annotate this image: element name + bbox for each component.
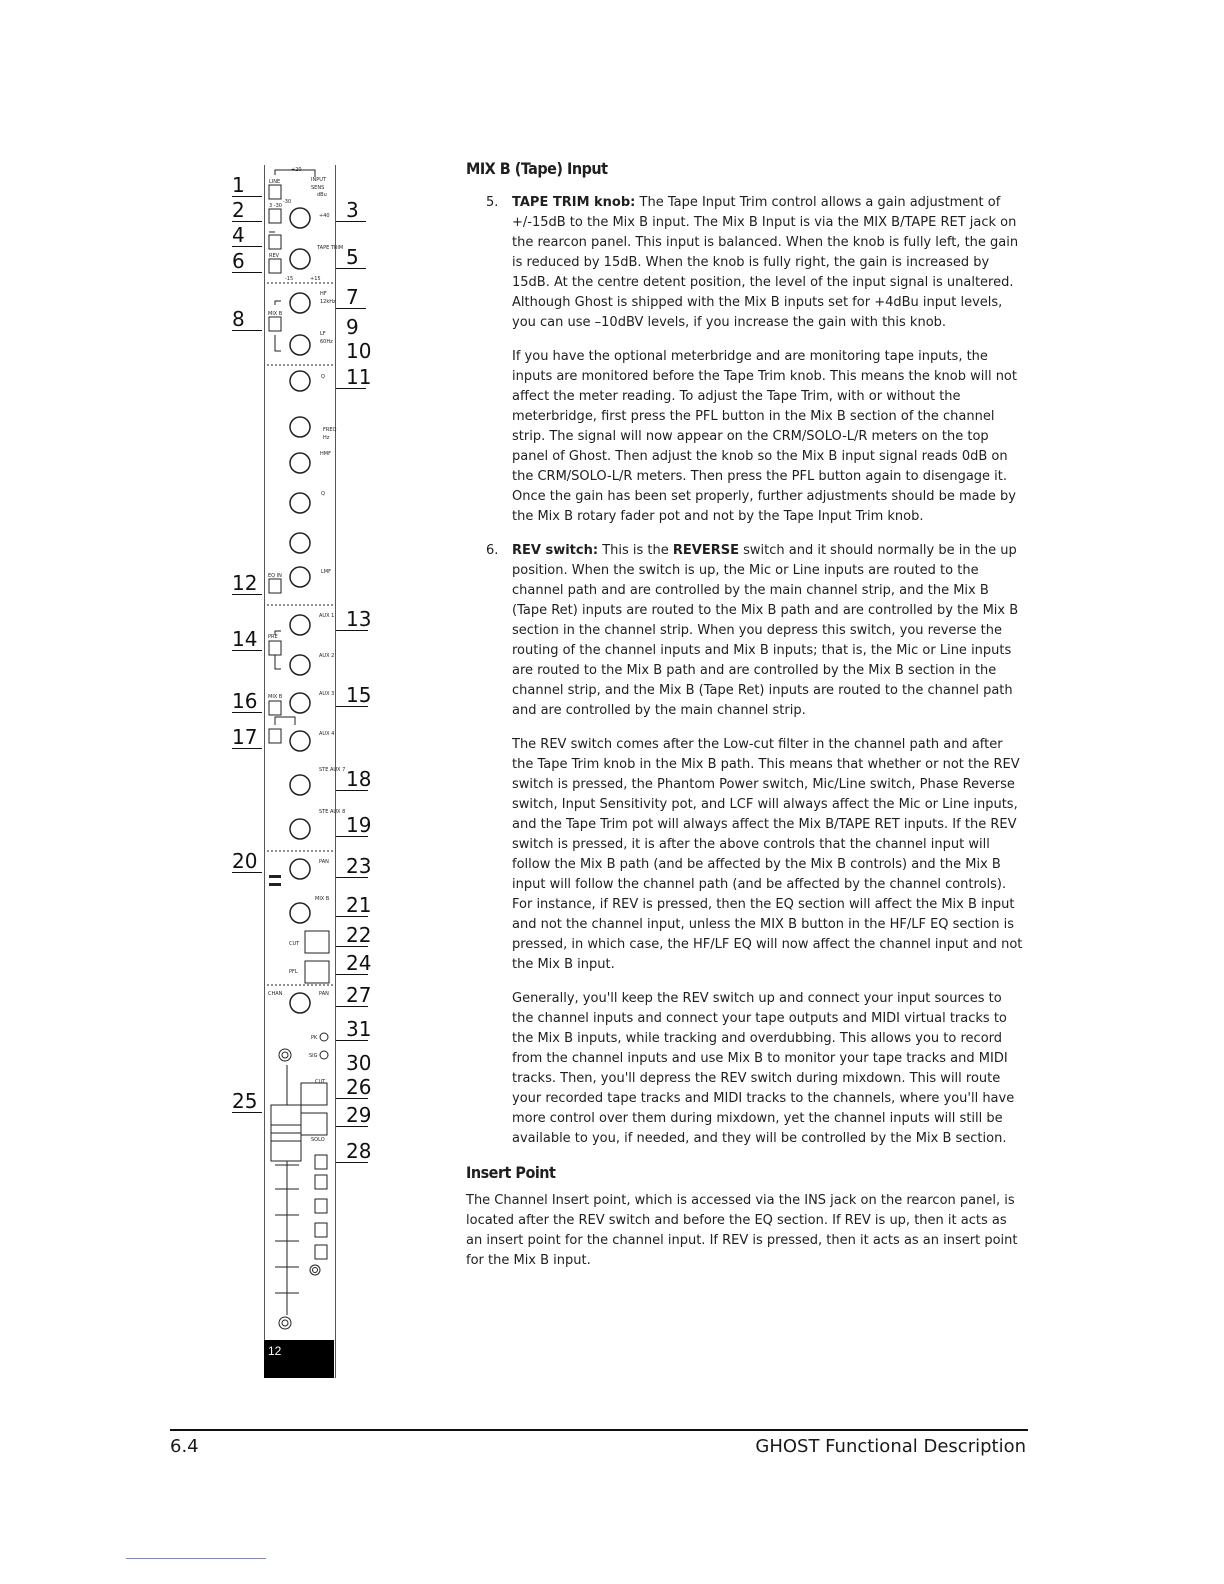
channel-number: 12 bbox=[268, 1344, 282, 1358]
svg-text:SOLO: SOLO bbox=[311, 1137, 325, 1143]
chan-pan-knob[interactable] bbox=[290, 993, 310, 1013]
callout-20: 20 bbox=[232, 850, 262, 873]
svg-text:LMF: LMF bbox=[321, 569, 331, 575]
lmf-q-knob[interactable] bbox=[290, 493, 310, 513]
item-text-a: This is the bbox=[598, 543, 673, 558]
input-section bbox=[267, 167, 343, 283]
svg-text:MIX B: MIX B bbox=[268, 311, 283, 317]
callout-7: 7 bbox=[336, 286, 366, 309]
item-rev-switch bbox=[466, 541, 1026, 721]
description-text bbox=[466, 157, 1026, 1285]
svg-text:INPUT: INPUT bbox=[311, 177, 326, 183]
svg-text:LF: LF bbox=[320, 331, 326, 337]
svg-text:-30: -30 bbox=[283, 199, 292, 205]
callout-23: 23 bbox=[336, 855, 368, 878]
svg-text:PAN: PAN bbox=[319, 991, 329, 997]
callout-24: 24 bbox=[336, 952, 368, 975]
svg-text:AUX 4: AUX 4 bbox=[319, 731, 335, 737]
svg-text:SENS: SENS bbox=[311, 185, 325, 191]
callout-27: 27 bbox=[336, 984, 368, 1007]
svg-text:Hz: Hz bbox=[323, 435, 330, 441]
svg-text:PFL: PFL bbox=[289, 969, 298, 975]
callout-26: 26 bbox=[336, 1076, 368, 1099]
item-term: TAPE TRIM knob: bbox=[512, 195, 636, 210]
callout-25: 25 bbox=[232, 1090, 262, 1113]
hmf-freq-knob[interactable] bbox=[290, 417, 310, 437]
svg-text:AUX 2: AUX 2 bbox=[319, 653, 335, 659]
callout-18: 18 bbox=[336, 768, 368, 791]
lmf-freq-knob[interactable] bbox=[290, 533, 310, 553]
mid-eq-section bbox=[267, 371, 337, 605]
lf-knob[interactable] bbox=[290, 335, 310, 355]
channel-number-plate bbox=[264, 1340, 334, 1378]
chan-cut-button[interactable] bbox=[301, 1083, 327, 1105]
channel-section bbox=[268, 991, 329, 1329]
insert-point-text: The Channel Insert point, which is accessed via the INS jack on the rearcon panel, is located after the REV switch and before the EQ section. If REV is up, then it acts as an insert point for the channel input. If REV is pressed, then it acts as an insert point for the Mix B input. bbox=[466, 1193, 1018, 1268]
mixb-level-knob[interactable] bbox=[290, 903, 310, 923]
callout-10: 10 bbox=[346, 339, 372, 363]
callout-30: 30 bbox=[346, 1051, 372, 1075]
hf-knob[interactable] bbox=[290, 293, 310, 313]
callout-5: 5 bbox=[336, 246, 366, 269]
mixb-section bbox=[267, 859, 333, 985]
svg-text:+40: +40 bbox=[319, 213, 330, 219]
svg-text:12kHz: 12kHz bbox=[320, 299, 336, 305]
bottom-divider bbox=[126, 1558, 266, 1559]
svg-text:HF: HF bbox=[320, 291, 327, 297]
svg-text:HMF: HMF bbox=[320, 451, 331, 457]
item-term: REV switch: bbox=[512, 543, 599, 558]
hmf-q-knob[interactable] bbox=[290, 371, 310, 391]
callout-15: 15 bbox=[336, 684, 368, 707]
svg-text:AUX 3: AUX 3 bbox=[319, 691, 335, 697]
rev-note-2: Generally, you'll keep the REV switch up and connect your input sources to the channel inputs and connect your tape outputs and MIDI virtual tracks to the Mix B inputs, while tracking and overdubbing. This allows you to record from the channel inputs and use Mix B to monitor your tape tracks and MIDI tracks. Then, you'll depress the REV switch during mixdown. This will route your recorded tape tracks and MIDI tracks to the channels, where you'll have more control over them during mixdown, yet the channel inputs will still be available to you, if needed, and they will be controlled by the Mix B section. bbox=[512, 991, 1015, 1146]
svg-text:AUX 1: AUX 1 bbox=[319, 613, 335, 619]
svg-text:CHAN: CHAN bbox=[268, 991, 283, 997]
svg-text:+20: +20 bbox=[291, 167, 302, 173]
tape-trim-knob[interactable] bbox=[290, 249, 310, 269]
document-title: GHOST Functional Description bbox=[755, 1436, 1026, 1457]
item-tape-trim bbox=[466, 193, 1026, 333]
svg-text:Q: Q bbox=[321, 374, 325, 380]
callout-28: 28 bbox=[336, 1140, 368, 1163]
callout-13: 13 bbox=[336, 608, 368, 631]
callout-11: 11 bbox=[336, 366, 366, 389]
svg-text:dBu: dBu bbox=[317, 192, 327, 198]
svg-text:STE AUX 8: STE AUX 8 bbox=[319, 809, 346, 815]
page-number: 6.4 bbox=[170, 1436, 199, 1457]
section-title-insert: Insert Point bbox=[466, 1163, 556, 1182]
item-text: The Tape Input Trim control allows a gain adjustment of +/-15dB to the Mix B input. The Mix B Input is via the MIX B/TAPE RET jack on the rearcon panel. This input is balanced. When the knob is fully left, the gain is reduced by 15dB. When the knob is fully right, the gain is increased by 15dB. At the centre detent position, the level of the input signal is unaltered. Although Ghost is shipped with the Mix B inputs set for +4dBu input levels, you can use –10dBV levels, if you increase the gain with this knob. bbox=[512, 195, 1019, 330]
callout-29: 29 bbox=[336, 1104, 368, 1127]
svg-text:CUT: CUT bbox=[315, 1079, 326, 1085]
callout-17: 17 bbox=[232, 726, 262, 749]
svg-text:REV: REV bbox=[269, 253, 280, 259]
callout-4: 4 bbox=[232, 224, 262, 247]
svg-text:-15: -15 bbox=[285, 276, 294, 282]
ste-aux7-knob[interactable] bbox=[290, 775, 310, 795]
callout-19: 19 bbox=[336, 814, 368, 837]
svg-text:CUT: CUT bbox=[289, 941, 300, 947]
aux2-knob[interactable] bbox=[290, 655, 310, 675]
rev-note-1: The REV switch comes after the Low-cut filter in the channel path and after the Tape Trim knob in the Mix B path. This means that whether or not the REV switch is pressed, the Phantom Power switch, Mic/Line switch, Phase Reverse switch, Input Sensitivity pot, and LCF will always affect the Mic or Line inputs, and the Tape Trim pot will always affect the Mix B/TAPE RET inputs. If the REV switch is pressed, it is after the above controls that the channel input will follow the Mix B path (and be affected by the Mix B controls) and the Mix B input will follow the channel path (and be affected by the channel controls). For instance, if REV is pressed, then the EQ section will affect the Mix B input and not the channel input, unless the MIX B button in the HF/LF EQ section is pressed, in which case, the HF/LF EQ will now affect the channel input and not the Mix B input. bbox=[512, 737, 1023, 972]
svg-text:PRE: PRE bbox=[268, 634, 278, 640]
ste-aux8-knob[interactable] bbox=[290, 819, 310, 839]
svg-text:STE AUX 7: STE AUX 7 bbox=[319, 767, 346, 773]
callout-6: 6 bbox=[232, 250, 262, 273]
aux3-knob[interactable] bbox=[290, 693, 310, 713]
mixb-cut-button[interactable] bbox=[305, 931, 329, 953]
callout-22: 22 bbox=[336, 924, 368, 947]
callout-21: 21 bbox=[336, 894, 368, 917]
callout-31: 31 bbox=[336, 1018, 368, 1041]
section-title-mixb: MIX B (Tape) Input bbox=[466, 159, 608, 178]
svg-text:+15: +15 bbox=[310, 276, 321, 282]
channel-strip-diagram bbox=[264, 165, 346, 1378]
callout-12: 12 bbox=[232, 572, 262, 595]
item-text-b: switch and it should normally be in the up position. When the switch is up, the Mic or Line inputs are routed to the channel path and are controlled by the main channel strip, and the Mix B (Tape Ret) inputs are routed to the Mix B path and are controlled by the Mix B section in the channel strip. When you depress this switch, you reverse the routing of the channel inputs and Mix B inputs; that is, the Mic or Line inputs are routed to the Mix B path and are controlled by the Mix B section in the channel strip, and the Mix B (Tape Ret) inputs are routed to the channel path and are controlled by the main channel strip. bbox=[512, 543, 1019, 718]
callout-16: 16 bbox=[232, 690, 262, 713]
item-number: 5. bbox=[486, 195, 499, 210]
svg-text:PAN: PAN bbox=[319, 859, 329, 865]
footer-rule bbox=[170, 1429, 1028, 1431]
hmf-gain-knob[interactable] bbox=[290, 453, 310, 473]
svg-text:60Hz: 60Hz bbox=[320, 339, 333, 345]
callout-3: 3 bbox=[336, 199, 366, 222]
item-term-reverse: REVERSE bbox=[672, 543, 739, 558]
svg-text:3 -30: 3 -30 bbox=[269, 203, 282, 209]
svg-text:TAPE TRIM: TAPE TRIM bbox=[317, 245, 344, 251]
tape-trim-note: If you have the optional meterbridge and are monitoring tape inputs, the inputs are monitored before the Tape Trim knob. This means the knob will not affect the meter reading. To adjust the Tape Trim, with or without the meterbridge, first press the PFL button in the Mix B section of the channel strip. The signal will now appear on the CRM/SOLO-L/R meters on the top panel of Ghost. Then adjust the knob so the Mix B input signal reads 0dB on the CRM/SOLO-L/R meters. Then press the PFL button again to disengage it. Once the gain has been set properly, further adjustments should be made by the Mix B rotary fader pot and not by the Tape Input Trim knob. bbox=[512, 349, 1017, 524]
lmf-gain-knob[interactable] bbox=[290, 567, 310, 587]
aux1-knob[interactable] bbox=[290, 615, 310, 635]
svg-text:LINE: LINE bbox=[269, 179, 281, 185]
svg-text:PK: PK bbox=[311, 1035, 318, 1041]
svg-text:SIG: SIG bbox=[309, 1053, 318, 1059]
callout-9: 9 bbox=[346, 315, 359, 339]
callout-8: 8 bbox=[232, 308, 262, 331]
callout-14: 14 bbox=[232, 628, 262, 651]
mixb-pfl-button[interactable] bbox=[305, 961, 329, 983]
svg-text:MIX B: MIX B bbox=[268, 694, 283, 700]
chan-solo-button[interactable] bbox=[301, 1113, 327, 1135]
svg-text:FREQ: FREQ bbox=[323, 427, 337, 433]
svg-text:MIX B: MIX B bbox=[315, 896, 330, 902]
aux4-knob[interactable] bbox=[290, 731, 310, 751]
item-number: 6. bbox=[486, 543, 499, 558]
aux-section bbox=[267, 613, 345, 851]
callout-1: 1 bbox=[232, 174, 262, 197]
input-sens-knob[interactable] bbox=[290, 208, 310, 228]
callout-2: 2 bbox=[232, 199, 262, 222]
mixb-pan-knob[interactable] bbox=[290, 859, 310, 879]
hf-lf-section bbox=[267, 291, 336, 365]
svg-text:EQ IN: EQ IN bbox=[268, 573, 282, 579]
svg-text:Q: Q bbox=[321, 491, 325, 497]
